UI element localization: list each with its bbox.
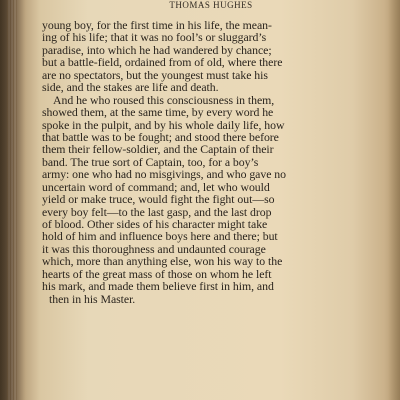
text-line: side, and the stakes are life and death. bbox=[42, 80, 219, 95]
text-line: army: one who had no misgivings, and who gave no bbox=[42, 167, 286, 182]
text-line: yield or make truce, would fight the fight out—so bbox=[42, 192, 275, 207]
text-line: which, more than anything else, won his way to the bbox=[42, 254, 283, 269]
page-right-shadow bbox=[388, 0, 400, 400]
text-line: ing of his life; that it was no fool’s or sluggard’s bbox=[42, 30, 267, 45]
text-line: are no spectators, but the youngest must take his bbox=[42, 67, 268, 82]
text-line: of blood. Other sides of his character might take bbox=[42, 217, 268, 231]
text-line: then in his Master. bbox=[49, 291, 136, 306]
text-line: young boy, for the first time in his life, the mean- bbox=[42, 18, 272, 32]
text-line: band. The true sort of Captain, too, for a boy’s bbox=[42, 154, 259, 169]
text-line: showed them, at the same time, by every word he bbox=[42, 105, 274, 120]
text-line: uncertain word of command; and, let who would bbox=[42, 179, 270, 194]
text-line: them their fellow-soldier, and the Captain of their bbox=[42, 142, 274, 157]
text-line: but a battle-field, ordained from of old, where there bbox=[42, 55, 283, 70]
book-page-edges bbox=[7, 0, 17, 400]
book-text-block bbox=[42, 19, 382, 305]
text-line: his mark, and made them believe first in him, and bbox=[42, 279, 274, 294]
text-line: every boy felt—to the last gasp, and the last drop bbox=[42, 204, 272, 219]
text-line: it was this thoroughness and undaunted courage bbox=[42, 241, 266, 256]
text-line: that battle was to be fought; and stood there before bbox=[42, 129, 279, 144]
text-line: hold of him and influence boys here and there; but bbox=[42, 229, 278, 244]
paragraph-first-line: And he who roused this consciousness in them, bbox=[53, 92, 275, 107]
text-line: paradise, into which he had wandered by chance; bbox=[42, 42, 272, 57]
text-line: spoke in the pulpit, and by his whole daily life, how bbox=[42, 117, 285, 132]
running-head: THOMAS HUGHES bbox=[169, 0, 253, 10]
text-line: hearts of the great mass of those on whom he left bbox=[42, 266, 272, 281]
